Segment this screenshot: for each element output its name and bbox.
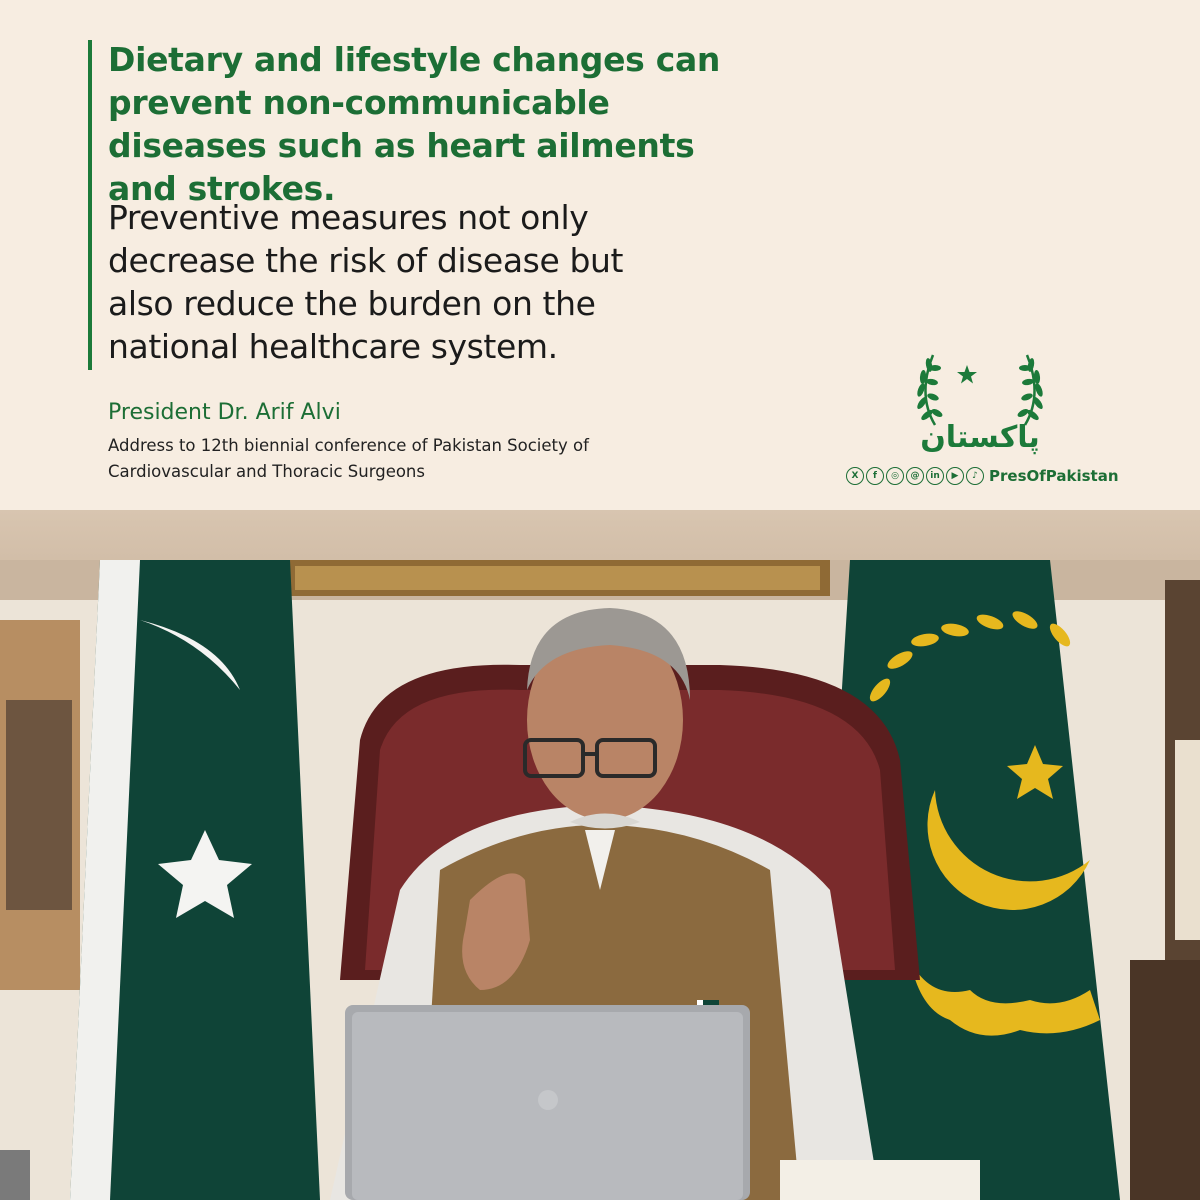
facebook-icon[interactable]: f (866, 467, 884, 485)
x-icon[interactable]: X (846, 467, 864, 485)
social-handle[interactable]: PresOfPakistan (989, 467, 1119, 485)
quote-body: Preventive measures not only decrease the risk of disease but also reduce the burden on the national healthcare system. (108, 198, 624, 366)
instagram-icon[interactable]: ◎ (886, 467, 904, 485)
quote-accent-bar (88, 40, 92, 370)
linkedin-icon[interactable]: in (926, 467, 944, 485)
threads-icon[interactable]: @ (906, 467, 924, 485)
presidency-emblem-icon (905, 335, 1055, 460)
president-photo (0, 560, 1200, 1200)
emblem-calligraphy: پاکستان (920, 420, 1040, 455)
quote-headline: Dietary and lifestyle changes can prevent non-communicable diseases such as heart ailments and strokes. (108, 40, 721, 208)
event-description: Address to 12th biennial conference of Pakistan Society of Cardiovascular and Thoracic Surgeons (108, 436, 589, 481)
social-links (846, 465, 1119, 487)
youtube-icon[interactable]: ▶ (946, 467, 964, 485)
speaker-name: President Dr. Arif Alvi (108, 400, 341, 425)
quote-panel (0, 0, 1200, 510)
tiktok-icon[interactable]: ♪ (966, 467, 984, 485)
